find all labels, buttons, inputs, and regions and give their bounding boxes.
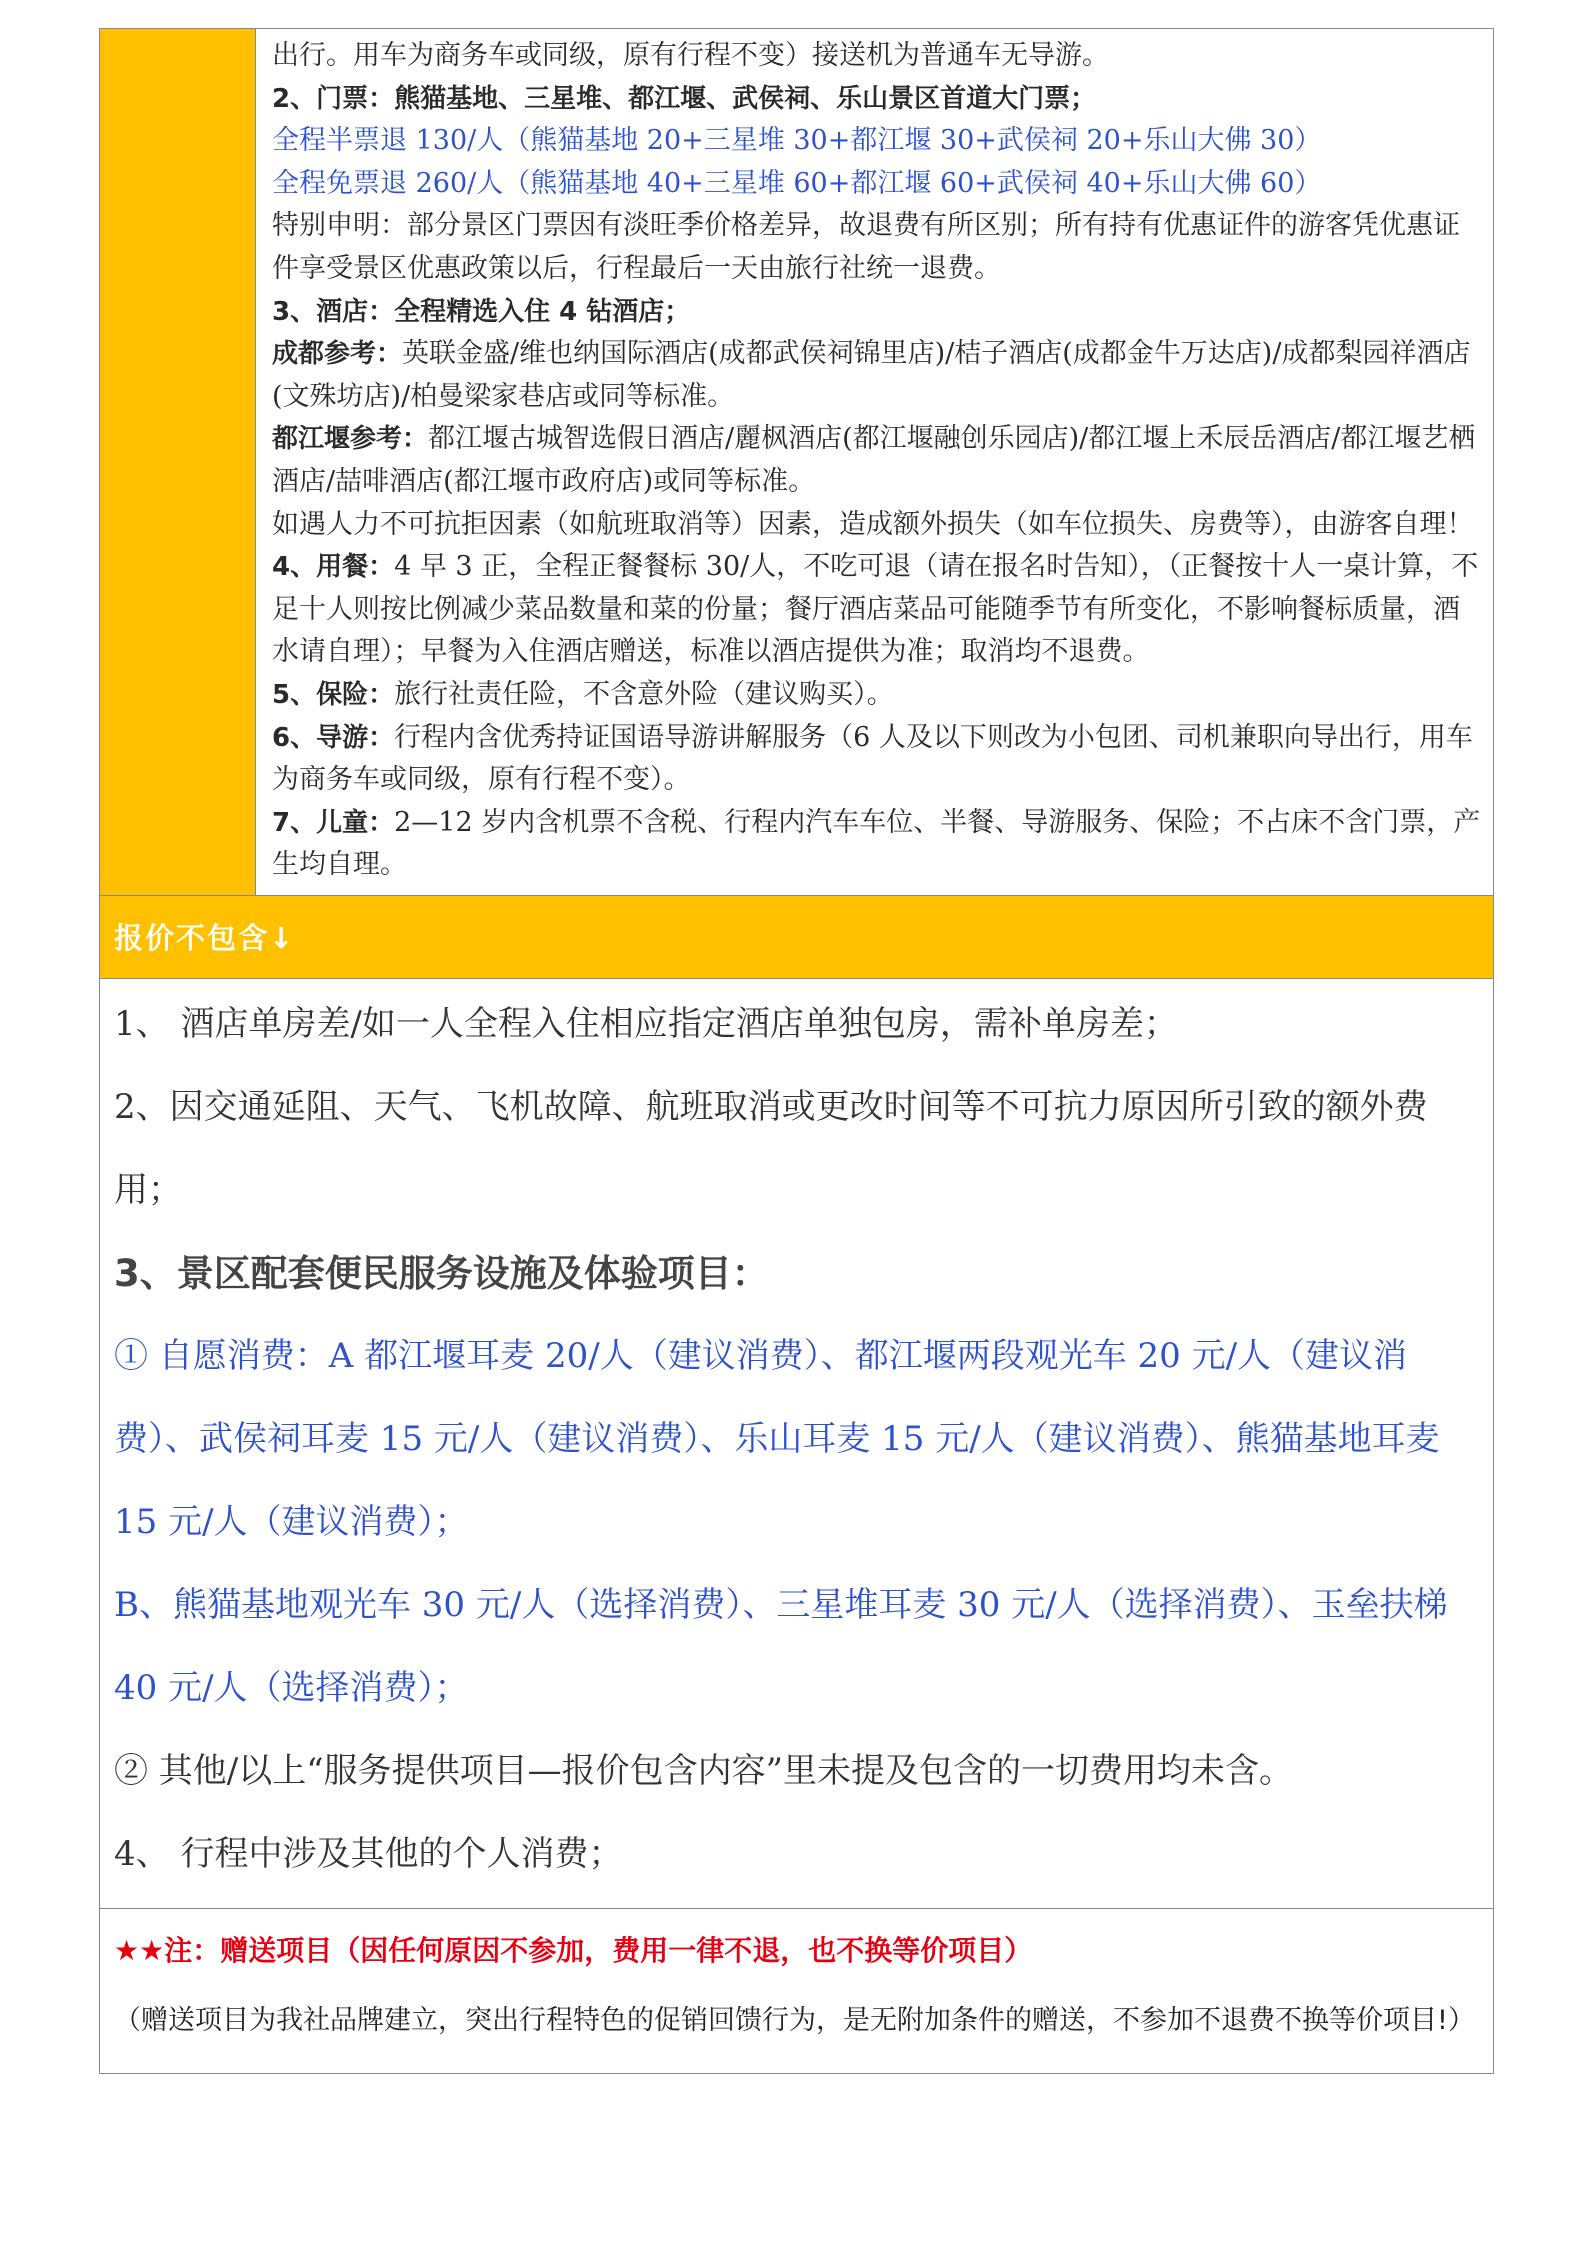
tickets-heading: 2、门票：熊猫基地、三星堆、都江堰、武侯祠、乐山景区首道大门票； — [272, 83, 1097, 114]
free-ticket-refund: 全程免票退 260/人（熊猫基地 40+三星堆 60+都江堰 60+武侯祠 40+乐山大佛 60） — [272, 167, 1322, 199]
transport-continuation: 出行。用车为商务车或同级，原有行程不变）接送机为普通车无导游。 — [272, 40, 1109, 71]
included-section — [100, 29, 1493, 896]
meal-text: 4 早 3 正，全程正餐餐标 30/人，不吃可退（请在报名时告知），（正餐按十人一桌计算，不足十人则按比例减少菜品数量和菜的份量；餐厅酒店菜品可能随季节有所变化，不影响餐标质量，酒水请自理）；早餐为入住酒店赠送，标准以酒店提供为准；取消均不退费。 — [272, 551, 1479, 668]
chengdu-hotels — [272, 333, 1481, 418]
children-text: 2—12 岁内含机票不含税、行程内汽车车位、半餐、导游服务、保险；不占床不含门票，产生均自理。 — [272, 806, 1481, 881]
guide-item — [272, 717, 1481, 802]
dujiangyan-label: 都江堰参考： — [272, 424, 429, 455]
excluded-item-3b: B、熊猫基地观光车 30 元/人（选择消费）、三星堆耳麦 30 元/人（选择消费）、玉垒扶梯 40 元/人（选择消费）； — [114, 1584, 1448, 1708]
dujiangyan-text: 都江堰古城智选假日酒店/麗枫酒店(都江堰融创乐园店)/都江堰上禾辰岳酒店/都江堰艺栖酒店/喆啡酒店(都江堰市政府店)或同等标准。 — [272, 423, 1476, 497]
force-majeure-note: 如遇人力不可抗拒因素（如航班取消等）因素，造成额外损失（如车位损失、房费等），由游客自理！ — [272, 508, 1474, 540]
insurance-label: 5、保险： — [272, 679, 395, 710]
itinerary-sheet — [99, 28, 1494, 2074]
excluded-item-4: 4、 行程中涉及其他的个人消费； — [114, 1833, 623, 1874]
label-column — [100, 29, 256, 895]
ticket-note: 特别申明：部分景区门票因有淡旺季价格差异，故退费有所区别；所有持有优惠证件的游客凭优惠证件享受景区优惠政策以后，行程最后一天由旅行社统一退费。 — [272, 210, 1460, 284]
insurance-item — [272, 674, 1481, 717]
gift-note-text: （赠送项目为我社品牌建立，突出行程特色的促销回馈行为，是无附加条件的赠送，不参加不退费不换等价项目!） — [114, 2004, 1475, 2036]
meal-label: 4、用餐： — [272, 552, 395, 583]
excluded-item-2: 2、因交通延阻、天气、飞机故障、航班取消或更改时间等不可抗力原因所引致的额外费用； — [114, 1086, 1428, 1210]
half-ticket-refund: 全程半票退 130/人（熊猫基地 20+三星堆 30+都江堰 30+武侯祠 20+乐山大佛 30） — [272, 125, 1322, 157]
excluded-item-3: 3、景区配套便民服务设施及体验项目： — [114, 1251, 769, 1295]
chengdu-text: 英联金盛/维也纳国际酒店(成都武侯祠锦里店)/桔子酒店(成都金牛万达店)/成都梨园祥酒店(文殊坊店)/柏曼梁家巷店或同等标准。 — [272, 338, 1471, 412]
included-content — [256, 29, 1493, 895]
hotel-heading: 3、酒店：全程精选入住 4 钻酒店； — [272, 296, 691, 327]
dujiangyan-hotels — [272, 418, 1481, 503]
excluded-section — [100, 979, 1493, 1909]
insurance-text: 旅行社责任险，不含意外险（建议购买）。 — [394, 678, 894, 710]
excluded-item-3a: ① 自愿消费：A 都江堰耳麦 20/人（建议消费）、都江堰两段观光车 20 元/人（建议消费）、武侯祠耳麦 15 元/人（建议消费）、乐山耳麦 15 元/人（建议消费）、熊猫基地耳麦 15 元/人（建议消费）； — [114, 1335, 1440, 1542]
excluded-item-3c: ② 其他/以上“服务提供项目—报价包含内容”里未提及包含的一切费用均未含。 — [114, 1750, 1294, 1791]
guide-label: 6、导游： — [272, 722, 395, 753]
guide-text: 行程内含优秀持证国语导游讲解服务（6 人及以下则改为小包团、司机兼职向导出行，用车为商务车或同级，原有行程不变）。 — [272, 721, 1473, 796]
excluded-header: 报价不包含↓ — [100, 896, 1493, 979]
meal-item — [272, 546, 1481, 674]
gift-note-section — [100, 1909, 1493, 2073]
gift-note-title: ★★注：赠送项目（因任何原因不参加，费用一律不退，也不换等价项目） — [114, 1933, 1033, 1967]
children-item — [272, 802, 1481, 887]
chengdu-label: 成都参考： — [272, 339, 403, 370]
excluded-item-1: 1、 酒店单房差/如一人全程入住相应指定酒店单独包房，需补单房差； — [114, 1003, 1178, 1044]
children-label: 7、儿童： — [272, 807, 395, 838]
